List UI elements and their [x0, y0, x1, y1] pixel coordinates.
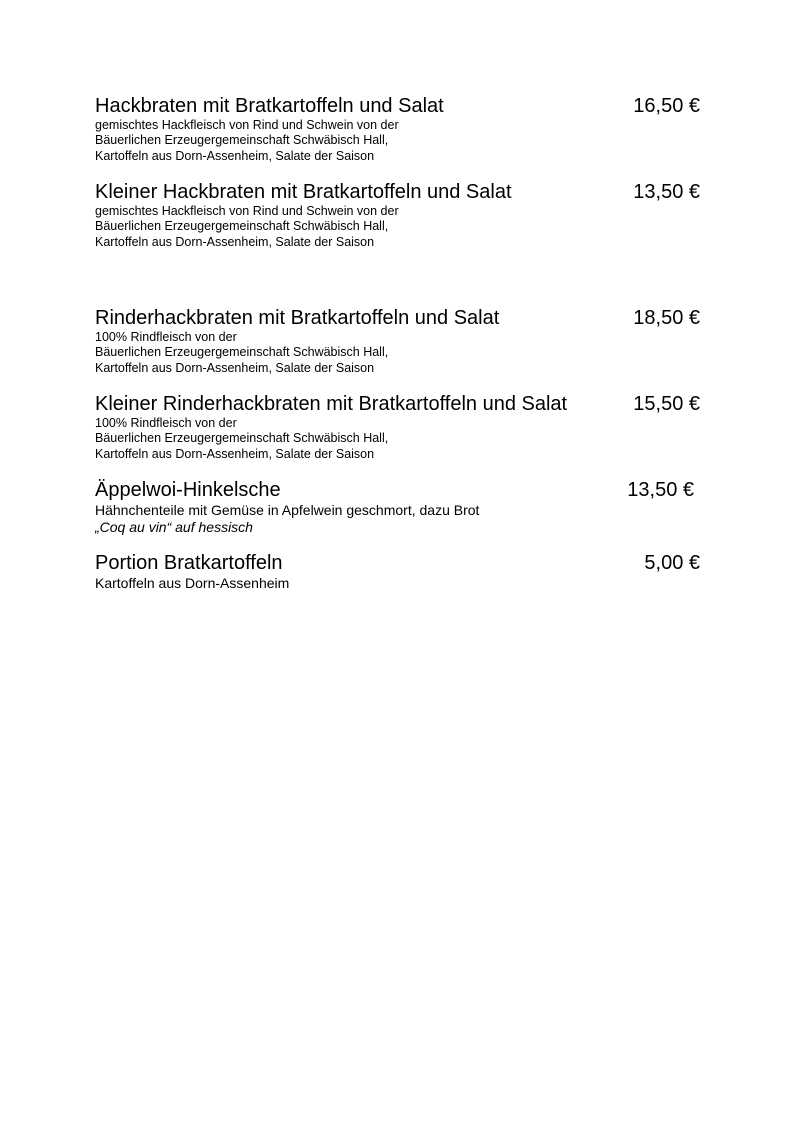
menu-item-price: 15,50 € [633, 393, 700, 415]
menu-item-price: 16,50 € [633, 95, 700, 117]
menu-item-header [95, 392, 700, 416]
menu-item-price: 18,50 € [633, 307, 700, 329]
menu-item-header [95, 180, 700, 204]
menu-item [95, 551, 700, 592]
menu-item-tagline: „Coq au vin“ auf hessisch [95, 519, 253, 535]
menu-item-name: Kleiner Hackbraten mit Bratkartoffeln und Salat [95, 181, 512, 203]
menu-item-header [95, 306, 700, 330]
menu-item-description: Kartoffeln aus Dorn-Assenheim, Salate der Saison [95, 148, 375, 163]
menu-item-name: Portion Bratkartoffeln [95, 552, 283, 574]
menu-item-description: 100% Rindfleisch von der [95, 330, 237, 344]
menu-item-name: Hackbraten mit Bratkartoffeln und Salat [95, 95, 444, 117]
menu-item-description: Bäuerlichen Erzeugergemeinschaft Schwäbisch Hall, [95, 431, 389, 446]
menu-item [95, 392, 700, 462]
menu-item-price: 5,00 € [644, 552, 700, 574]
menu-item-description: Hähnchenteile mit Gemüse in Apfelwein geschmort, dazu Brot [95, 502, 480, 518]
menu-item-description: Kartoffeln aus Dorn-Assenheim, Salate der Saison [95, 360, 375, 375]
menu-item-description: 100% Rindfleisch von der [95, 416, 237, 430]
menu-item-price: 13,50 € [627, 479, 694, 501]
menu-item [95, 478, 700, 536]
menu-item-name: Kleiner Rinderhackbraten mit Bratkartoffeln und Salat [95, 393, 568, 415]
menu-item-description: Kartoffeln aus Dorn-Assenheim, Salate der Saison [95, 446, 375, 461]
menu-item-name: Äppelwoi-Hinkelsche [95, 479, 281, 501]
menu-item-description: Kartoffeln aus Dorn-Assenheim, Salate der Saison [95, 234, 375, 249]
menu-item-header [95, 478, 700, 502]
menu-item-price: 13,50 € [633, 181, 700, 203]
menu-item-description: Bäuerlichen Erzeugergemeinschaft Schwäbisch Hall, [95, 345, 389, 360]
menu-item-header [95, 551, 700, 575]
menu-item-description: gemischtes Hackfleisch von Rind und Schwein von der [95, 204, 399, 218]
menu-item-description: Bäuerlichen Erzeugergemeinschaft Schwäbisch Hall, [95, 133, 389, 148]
menu-item [95, 94, 700, 164]
menu-item-description: Kartoffeln aus Dorn-Assenheim [95, 575, 290, 591]
menu-item [95, 180, 700, 250]
menu-item-description: gemischtes Hackfleisch von Rind und Schwein von der [95, 118, 399, 132]
menu-item-description: Bäuerlichen Erzeugergemeinschaft Schwäbisch Hall, [95, 219, 389, 234]
menu-item [95, 306, 700, 376]
menu-item-header [95, 94, 700, 118]
menu-item-name: Rinderhackbraten mit Bratkartoffeln und Salat [95, 307, 500, 329]
